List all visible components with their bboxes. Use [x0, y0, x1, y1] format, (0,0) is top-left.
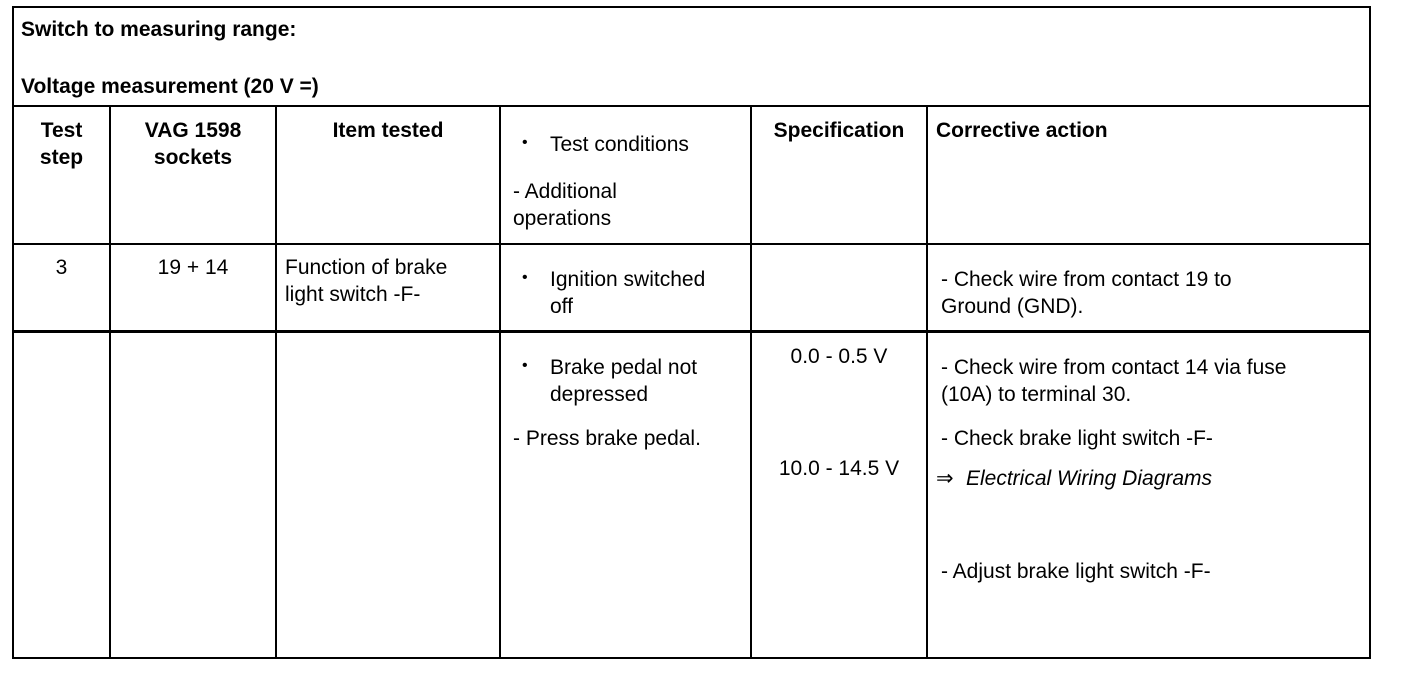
- row2-action1-line2: (10A) to terminal 30.: [941, 383, 1132, 406]
- row1-action-line1: - Check wire from contact 19 to: [941, 268, 1232, 291]
- column-divider: [109, 105, 111, 659]
- col-header-operations-line2: operations: [513, 207, 612, 230]
- bullet-icon: •: [522, 269, 528, 286]
- column-divider: [750, 105, 752, 659]
- measurement-range: Voltage measurement (20 V =): [21, 75, 319, 98]
- row2-condition-line2: depressed: [550, 383, 649, 406]
- col-header-test-step-line1: Test: [40, 119, 83, 142]
- row2-operation: - Press brake pedal.: [513, 427, 701, 450]
- row-divider: [12, 330, 1371, 333]
- col-header-sockets-line2: sockets: [153, 146, 233, 169]
- column-divider: [926, 105, 928, 659]
- row2-action2: - Check brake light switch -F-: [941, 427, 1213, 450]
- column-header-divider: [12, 243, 1371, 245]
- bullet-icon: •: [522, 357, 528, 374]
- col-header-operations-line1: - Additional: [513, 180, 617, 203]
- col-header-test-step-line2: step: [39, 146, 84, 169]
- col-header-specification: Specification: [773, 119, 905, 142]
- row1-step: 3: [55, 256, 68, 279]
- row1-condition-line2: off: [550, 295, 573, 318]
- row2-action3: - Adjust brake light switch -F-: [941, 560, 1211, 583]
- column-divider: [499, 105, 501, 659]
- col-header-sockets-line1: VAG 1598: [144, 119, 242, 142]
- wiring-diagrams-link[interactable]: Electrical Wiring Diagrams: [966, 467, 1213, 490]
- bullet-icon: •: [522, 134, 528, 151]
- row1-sockets: 19 + 14: [157, 256, 229, 279]
- row2-spec-not-depressed: 0.0 - 0.5 V: [790, 345, 888, 368]
- row2-spec-pressed: 10.0 - 14.5 V: [778, 457, 900, 480]
- col-header-item-tested: Item tested: [332, 119, 444, 142]
- header-divider: [12, 105, 1371, 107]
- arrow-right-icon: ⇒: [936, 467, 954, 490]
- col-header-corrective-action: Corrective action: [936, 119, 1108, 142]
- row2-action1-line1: - Check wire from contact 14 via fuse: [941, 356, 1287, 379]
- row1-item-line1: Function of brake: [285, 256, 448, 279]
- row1-item-line2: light switch -F-: [285, 283, 421, 306]
- row2-condition-line1: Brake pedal not: [550, 356, 698, 379]
- column-divider: [275, 105, 277, 659]
- col-header-test-conditions: Test conditions: [550, 133, 689, 156]
- row1-action-line2: Ground (GND).: [941, 295, 1084, 318]
- header-title: Switch to measuring range:: [21, 18, 297, 41]
- row1-condition-line1: Ignition switched: [550, 268, 706, 291]
